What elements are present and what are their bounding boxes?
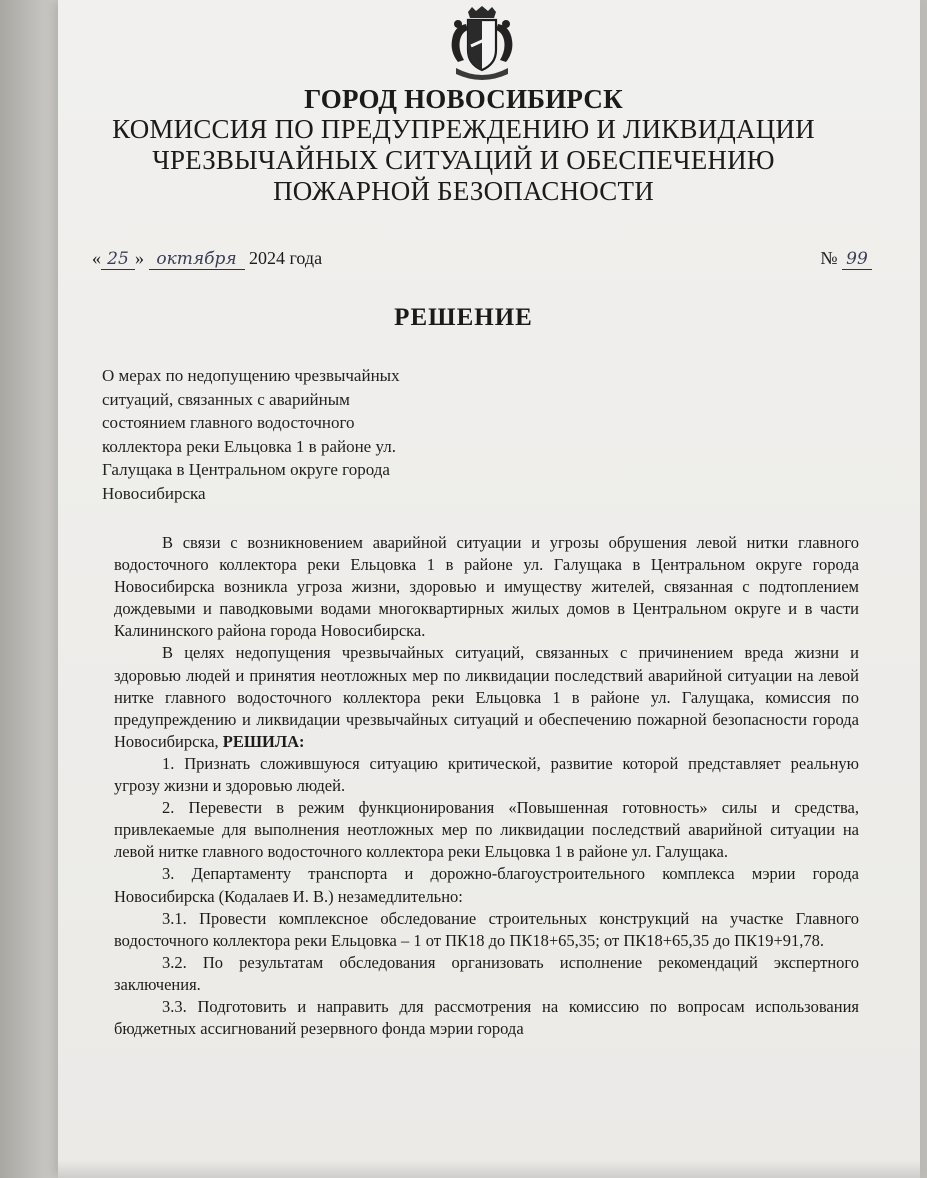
header-commission-line2: ЧРЕЗВЫЧАЙНЫХ СИТУАЦИЙ И ОБЕСПЕЧЕНИЮ xyxy=(152,145,775,175)
header-commission-line1: КОМИССИЯ ПО ПРЕДУПРЕЖДЕНИЮ И ЛИКВИДАЦИИ xyxy=(112,114,815,144)
subject-line: коллектора реки Ельцовка 1 в районе ул. xyxy=(102,436,396,456)
date-day: 25 xyxy=(101,249,135,270)
document-body xyxy=(114,532,859,1040)
decision-item-2: 2. Перевести в режим функционирования «Повышенная готовность» силы и средства, привлекаемые для выполнения неотложных мер по ликвидации последствий аварийной ситуации на левой нитке главного водосточного коллектора реки Ельцовка 1 в районе ул. Галущака. xyxy=(114,798,859,862)
subject-line: состоянием главного водосточного xyxy=(102,413,355,433)
subject-line: Галущака в Центральном округе города xyxy=(102,460,390,480)
header-commission-line3: ПОЖАРНОЙ БЕЗОПАСНОСТИ xyxy=(273,176,654,206)
novosibirsk-coat-of-arms-icon xyxy=(438,6,526,84)
date-month: октября xyxy=(149,249,245,270)
decision-item-3-3: 3.3. Подготовить и направить для рассмотрения на комиссию по вопросам использования бюджетных ассигнований резервного фонда мэрии города xyxy=(114,996,859,1039)
decision-item-3-2: 3.2. По результатам обследования организовать исполнение рекомендаций экспертного заключения. xyxy=(114,952,859,994)
subject-line: ситуаций, связанных с аварийным xyxy=(102,389,350,409)
document-number-label: № xyxy=(820,248,838,268)
paragraph-purpose-text: В целях недопущения чрезвычайных ситуаций, связанных с причинением вреда жизни и здоровью людей и принятия неотложных мер по ликвидации последствий аварийной ситуации на левой нитке главного водосточного коллектора реки Ельцовка 1 в районе ул. Галущака, комиссия по предупреждению и ликвидации чрезвычайных ситуаций и обеспечению пожарной безопасности города Новосибирска, xyxy=(114,643,859,751)
decision-keyword: РЕШИЛА: xyxy=(222,731,305,751)
subject-line: Новосибирска xyxy=(102,483,206,503)
document-number xyxy=(820,248,872,270)
page-bottom-shadow xyxy=(58,1160,920,1178)
paragraph-purpose xyxy=(114,642,859,752)
paragraph-context: В связи с возникновением аварийной ситуации и угрозы обрушения левой нитки главного водосточного коллектора реки Ельцовка 1 в районе ул. Галущака в Центральном округе города Новосибирска возникла угроза жизни, здоровью и имуществу жителей, связанная с подтоплением дождевыми и паводковыми водами многоквартирных жилых домов в Центральном округе и в части Калининского района города Новосибирска. xyxy=(114,533,859,641)
document-number-value: 99 xyxy=(842,249,872,270)
decision-item-3-1: 3.1. Провести комплексное обследование строительных конструкций на участке Главного водосточного коллектора реки Ельцовка – 1 от ПК18 до ПК18+65,35; от ПК18+65,35 до ПК19+91,78. xyxy=(114,908,859,950)
subject-line: О мерах по недопущению чрезвычайных xyxy=(102,366,400,385)
decision-item-1: 1. Признать сложившуюся ситуацию критической, развитие которой представляет реальную угрозу жизни и здоровью людей. xyxy=(114,753,859,796)
date-number-row: « 25 » октября 2024 года № 99 xyxy=(92,248,872,284)
date-year: 2024 года xyxy=(249,248,323,268)
document-title: РЕШЕНИЕ xyxy=(394,304,533,331)
header-city: ГОРОД НОВОСИБИРСК xyxy=(304,84,623,114)
document-subject xyxy=(102,364,502,506)
decision-item-3: 3. Департаменту транспорта и дорожно-благоустроительного комплекса мэрии города Новосибирска (Кодалаев И. В.) незамедлительно: xyxy=(114,864,859,906)
